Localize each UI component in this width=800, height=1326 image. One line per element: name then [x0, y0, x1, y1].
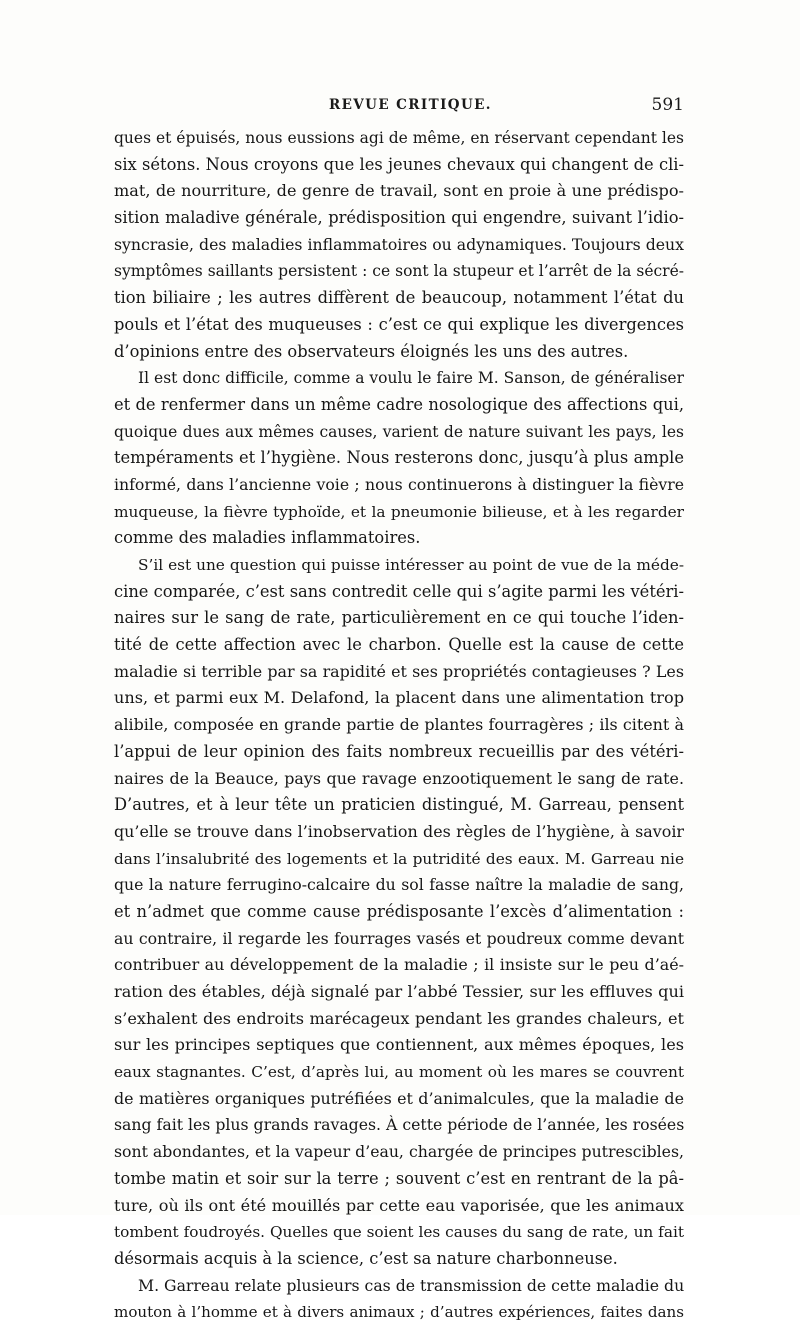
text-line: tempéraments et l’hygiène. Nous resterons donc, jusqu’à plus ample [114, 448, 684, 468]
text-line: alibile, composée en grande partie de plantes fourragères ; ils citent à [114, 715, 684, 735]
text-line: six sétons. Nous croyons que les jeunes chevaux qui changent de cli- [114, 154, 684, 174]
text-line: qu’elle se trouve dans l’inobservation des règles de l’hygiène, à savoir [114, 821, 684, 841]
text-line: quoique dues aux mêmes causes, varient de nature suivant les pays, les [114, 422, 684, 441]
text-line: l’appui de leur opinion des faits nombreux recueillis par des vétéri- [114, 741, 684, 761]
text-line: de matières organiques putréfiées et d’animalcules, que la maladie de [114, 1088, 684, 1108]
text-line: Il est donc difficile, comme a voulu le faire M. Sanson, de généraliser [138, 369, 684, 388]
text-line: eaux stagnantes. C’est, d’après lui, au moment où les mares se couvrent [114, 1063, 684, 1082]
text-line: D’autres, et à leur tête un praticien distingué, M. Garreau, pensent [114, 795, 684, 815]
page-header [114, 97, 684, 121]
text-line: mat, de nourriture, de genre de travail, sont en proie à une prédispo- [114, 181, 684, 201]
body-text [114, 125, 684, 1326]
text-line: ration des étables, déjà signalé par l’abbé Tessier, sur les effluves qui [114, 982, 684, 1001]
text-line: pouls et l’état des muqueuses : c’est ce qui explique les divergences [114, 314, 684, 334]
text-line: informé, dans l’ancienne voie ; nous continuerons à distinguer la fièvre [114, 474, 684, 494]
text-line: contribuer au développement de la maladie ; il insiste sur le peu d’aé- [114, 955, 684, 975]
text-line: tion biliaire ; les autres diffèrent de beaucoup, notamment l’état du [114, 288, 684, 308]
text-line: sur les principes septiques que contiennent, aux mêmes époques, les [114, 1035, 684, 1055]
text-line: symptômes saillants persistent : ce sont la stupeur et l’arrêt de la sécré- [114, 262, 684, 281]
text-line: dans l’insalubrité des logements et la putridité des eaux. M. Garreau nie [114, 849, 684, 868]
text-line: d’opinions entre des observateurs éloignés les uns des autres. [114, 341, 629, 361]
text-line: sition maladive générale, prédisposition qui engendre, suivant l’idio- [114, 208, 684, 228]
text-line: syncrasie, des maladies inflammatoires ou adynamiques. Toujours deux [114, 234, 684, 254]
text-line: comme des maladies inflammatoires. [114, 528, 421, 548]
text-line: naires sur le sang de rate, particulièrement en ce qui touche l’iden- [114, 608, 684, 628]
text-line: au contraire, il regarde les fourrages vasés et poudreux comme devant [114, 928, 684, 948]
text-line: mouton à l’homme et à divers animaux ; d’autres expériences, faites dans [114, 1303, 684, 1322]
text-line: que la nature ferrugino-calcaire du sol fasse naître la maladie de sang, [114, 875, 684, 895]
text-line: sang fait les plus grands ravages. À cette période de l’année, les rosées [114, 1115, 684, 1135]
text-line: désormais acquis à la science, c’est sa nature charbonneuse. [114, 1248, 618, 1268]
text-line: s’exhalent des endroits marécageux pendant les grandes chaleurs, et [114, 1008, 684, 1028]
text-line: tombe matin et soir sur la terre ; souvent c’est en rentrant de la pâ- [114, 1168, 684, 1188]
running-title: REVUE CRITIQUE. [329, 97, 492, 113]
text-line: tombent foudroyés. Quelles que soient les causes du sang de rate, un fait [114, 1223, 684, 1242]
text-line: sont abondantes, et la vapeur d’eau, chargée de principes putrescibles, [114, 1142, 684, 1162]
text-line: uns, et parmi eux M. Delafond, la placent dans une alimentation trop [114, 688, 684, 708]
text-line: ture, où ils ont été mouillés par cette eau vaporisée, que les animaux [114, 1195, 684, 1215]
text-line: cine comparée, c’est sans contredit celle qui s’agite parmi les vétéri- [114, 581, 684, 601]
text-line: tité de cette affection avec le charbon. Quelle est la cause de cette [114, 635, 684, 655]
page-number: 591 [651, 95, 684, 115]
text-line: ques et épuisés, nous eussions agi de même, en réservant cependant les [114, 129, 684, 147]
text-line: et n’admet que comme cause prédisposante l’excès d’alimentation : [114, 901, 684, 921]
text-line: maladie si terrible par sa rapidité et ses propriétés contagieuses ? Les [114, 661, 684, 681]
text-line: et de renfermer dans un même cadre nosologique des affections qui, [114, 394, 684, 414]
text-line: naires de la Beauce, pays que ravage enzootiquement le sang de rate. [114, 768, 684, 788]
text-line: M. Garreau relate plusieurs cas de transmission de cette maladie du [138, 1275, 684, 1295]
text-line: S’il est une question qui puisse intéresser au point de vue de la méde- [138, 556, 684, 574]
text-line: muqueuse, la fièvre typhoïde, et la pneumonie bilieuse, et à les regarder [114, 502, 684, 521]
